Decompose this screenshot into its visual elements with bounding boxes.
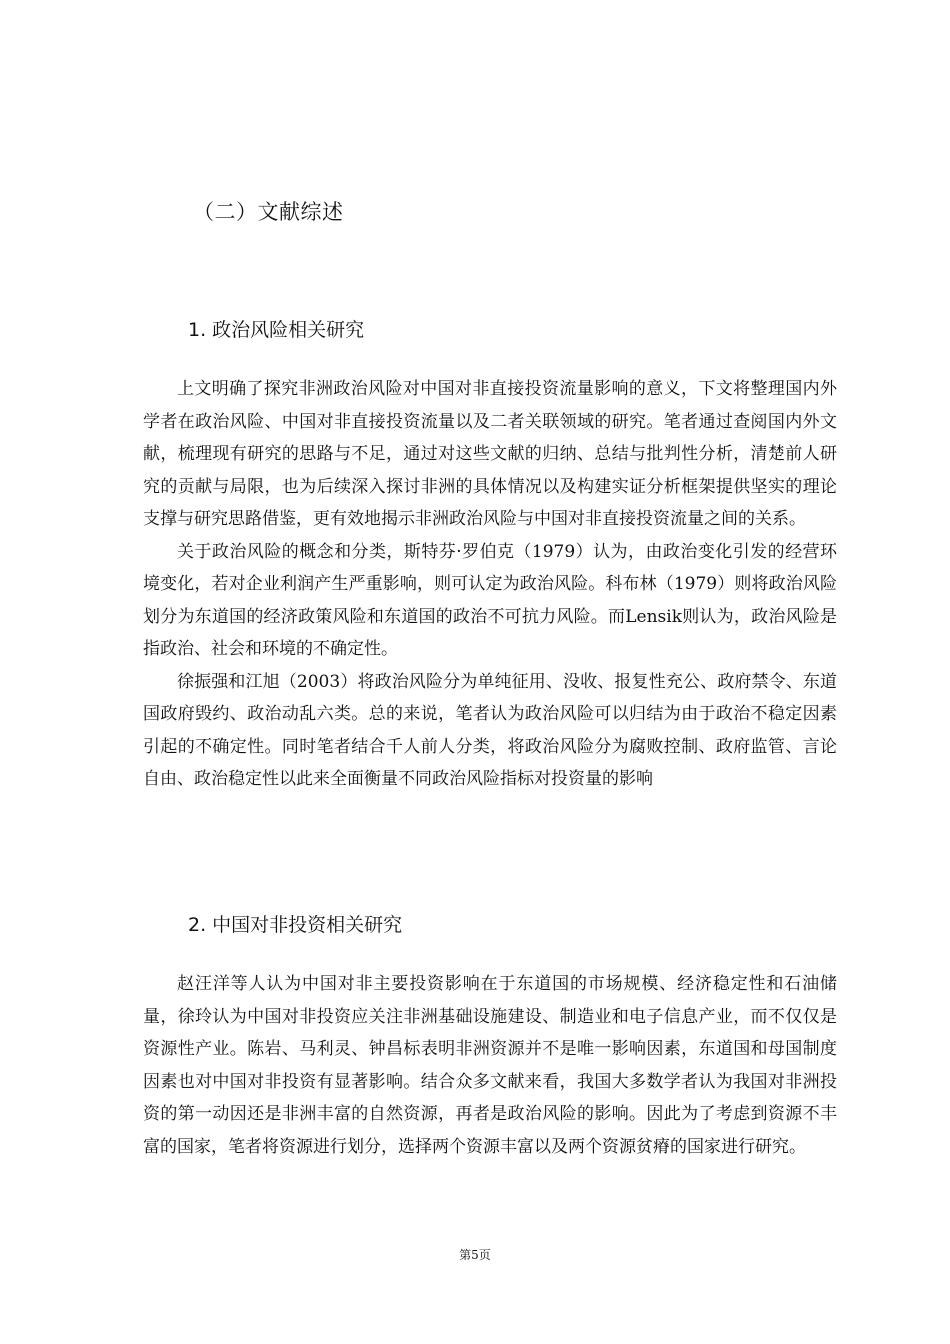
subsection-body-political-risk (143, 373, 837, 796)
paragraph: 关于政治风险的概念和分类，斯特芬·罗伯克（1979）认为，由政治变化引发的经营环境变化，若对企业利润产生严重影响，则可认定为政治风险。科布林（1979）则将政治风险划分为东道国的经济政策风险和东道国的政治不可抗力风险。而Lensik则认为，政治风险是指政治、社会和环境的不确定性。 (143, 541, 837, 659)
subsection-body-china-africa-investment (143, 968, 837, 1163)
subsection-heading-china-africa-investment: 2. 中国对非投资相关研究 (188, 914, 403, 936)
paragraph: 徐振强和江旭（2003）将政治风险分为单纯征用、没收、报复性充公、政府禁令、东道国政府毁约、政治动乱六类。总的来说，笔者认为政治风险可以归结为由于政治不稳定因素引起的不确定性。同时笔者结合千人前人分类，将政治风险分为腐败控制、政府监管、言论自由、政治稳定性以此来全面衡量不同政治风险指标对投资量的影响 (143, 671, 837, 789)
paragraph: 赵汪洋等人认为中国对非主要投资影响在于东道国的市场规模、经济稳定性和石油储量，徐玲认为中国对非投资应关注非洲基础设施建设、制造业和电子信息产业，而不仅仅是资源性产业。陈岩、马利灵、钟昌标表明非洲资源并不是唯一影响因素，东道国和母国制度因素也对中国对非投资有显著影响。结合众多文献来看，我国大多数学者认为我国对非洲投资的第一动因还是非洲丰富的自然资源，再者是政治风险的影响。因此为了考虑到资源不丰富的国家，笔者将资源进行划分，选择两个资源丰富以及两个资源贫瘠的国家进行研究。 (143, 974, 837, 1157)
paragraph: 上文明确了探究非洲政治风险对中国对非直接投资流量影响的意义，下文将整理国内外学者在政治风险、中国对非直接投资流量以及二者关联领域的研究。笔者通过查阅国内外文献，梳理现有研究的思路与不足，通过对这些文献的归纳、总结与批判性分析，清楚前人研究的贡献与局限，也为后续深入探讨非洲的具体情况以及构建实证分析框架提供坚实的理论支撑与研究思路借鉴，更有效地揭示非洲政治风险与中国对非直接投资流量之间的关系。 (143, 379, 837, 529)
subsection-heading-political-risk: 1. 政治风险相关研究 (188, 319, 365, 341)
section-heading: （二）文献综述 (193, 200, 344, 224)
page-number: 第5页 (459, 1248, 491, 1262)
